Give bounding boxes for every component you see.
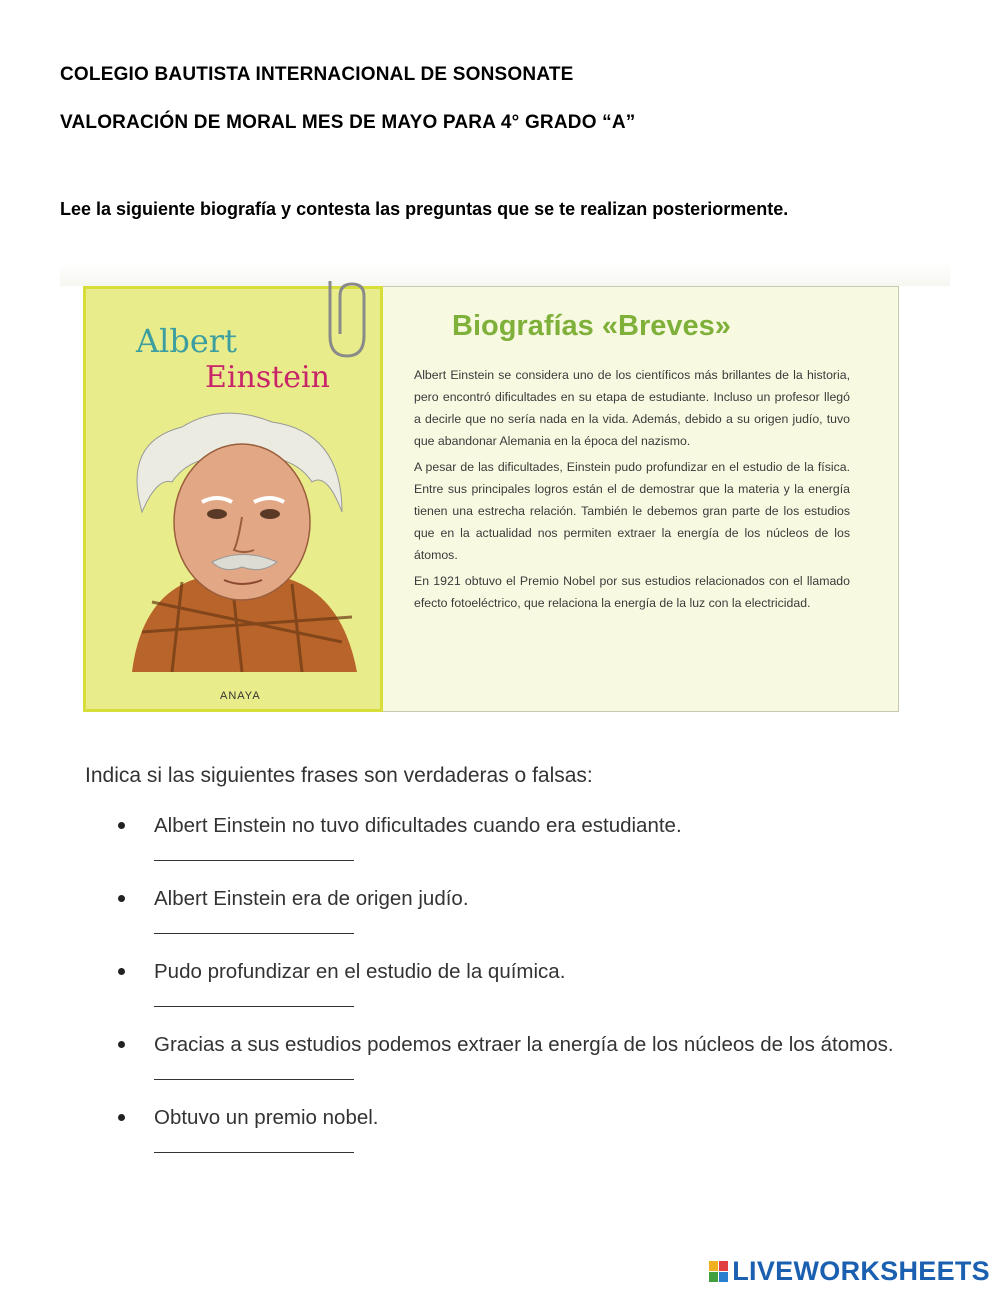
answer-blank[interactable]	[154, 932, 354, 934]
question-text: Albert Einstein no tuvo dificultades cuando era estudiante.	[154, 814, 682, 837]
worksheet-subtitle: VALORACIÓN DE MORAL MES DE MAYO PARA 4° GRADO “A”	[60, 112, 636, 133]
bullet-icon	[118, 1114, 125, 1121]
liveworksheets-brand	[708, 1256, 990, 1287]
question-text: Gracias a sus estudios podemos extraer la energía de los núcleos de los átomos.	[154, 1033, 894, 1056]
biography-paragraph: Albert Einstein se considera uno de los científicos más brillantes de la historia, pero encontró dificultades en su etapa de estudiante. Incluso un profesor llegó a decirle que no sería nada en la vida. Además, debido a su origen judío, tuvo que abandonar Alemania en la época del nazismo.	[414, 368, 850, 448]
biography-text	[414, 364, 850, 618]
answer-blank[interactable]	[154, 859, 354, 861]
questions-instruction: Indica si las siguientes frases son verdaderas o falsas:	[85, 764, 593, 787]
question-text: Pudo profundizar en el estudio de la química.	[154, 960, 566, 983]
question-text: Albert Einstein era de origen judío.	[154, 887, 469, 910]
bullet-icon	[118, 1041, 125, 1048]
brand-name: LIVEWORKSHEETS	[732, 1256, 990, 1286]
answer-blank[interactable]	[154, 1078, 354, 1080]
biography-title: Biografías «Breves»	[452, 310, 731, 342]
book-last-name: Einstein	[205, 360, 330, 395]
bullet-icon	[118, 968, 125, 975]
liveworksheets-logo-icon	[708, 1261, 728, 1283]
intro-instruction: Lee la siguiente biografía y contesta las preguntas que se te realizan posteriormente.	[60, 199, 789, 219]
question-item	[118, 1029, 918, 1080]
question-text: Obtuvo un premio nobel.	[154, 1106, 379, 1129]
panel-top-shade	[60, 262, 950, 286]
book-first-name: Albert	[136, 322, 237, 360]
book-publisher: ANAYA	[220, 690, 261, 702]
question-item	[118, 956, 918, 1007]
bullet-icon	[118, 822, 125, 829]
answer-blank[interactable]	[154, 1005, 354, 1007]
question-item	[118, 1102, 918, 1153]
paperclip-icon	[312, 276, 372, 366]
question-item	[118, 883, 918, 934]
question-list	[118, 810, 918, 1175]
school-name: COLEGIO BAUTISTA INTERNACIONAL DE SONSONATE	[60, 64, 574, 85]
answer-blank[interactable]	[154, 1151, 354, 1153]
bullet-icon	[118, 895, 125, 902]
biography-paragraph: En 1921 obtuvo el Premio Nobel por sus estudios relacionados con el llamado efecto fotoeléctrico, que relaciona la energía de la luz con la electricidad.	[414, 574, 850, 610]
question-item	[118, 810, 918, 861]
biography-paragraph: A pesar de las dificultades, Einstein pudo profundizar en el estudio de la física. Entre sus principales logros están el de demostrar que la materia y la energía tienen una estrecha relación. También le debemos gran parte de los estudios que en la actualidad nos permiten extraer la energía de los núcleos de los átomos.	[414, 460, 850, 562]
einstein-portrait-illustration	[112, 402, 362, 672]
